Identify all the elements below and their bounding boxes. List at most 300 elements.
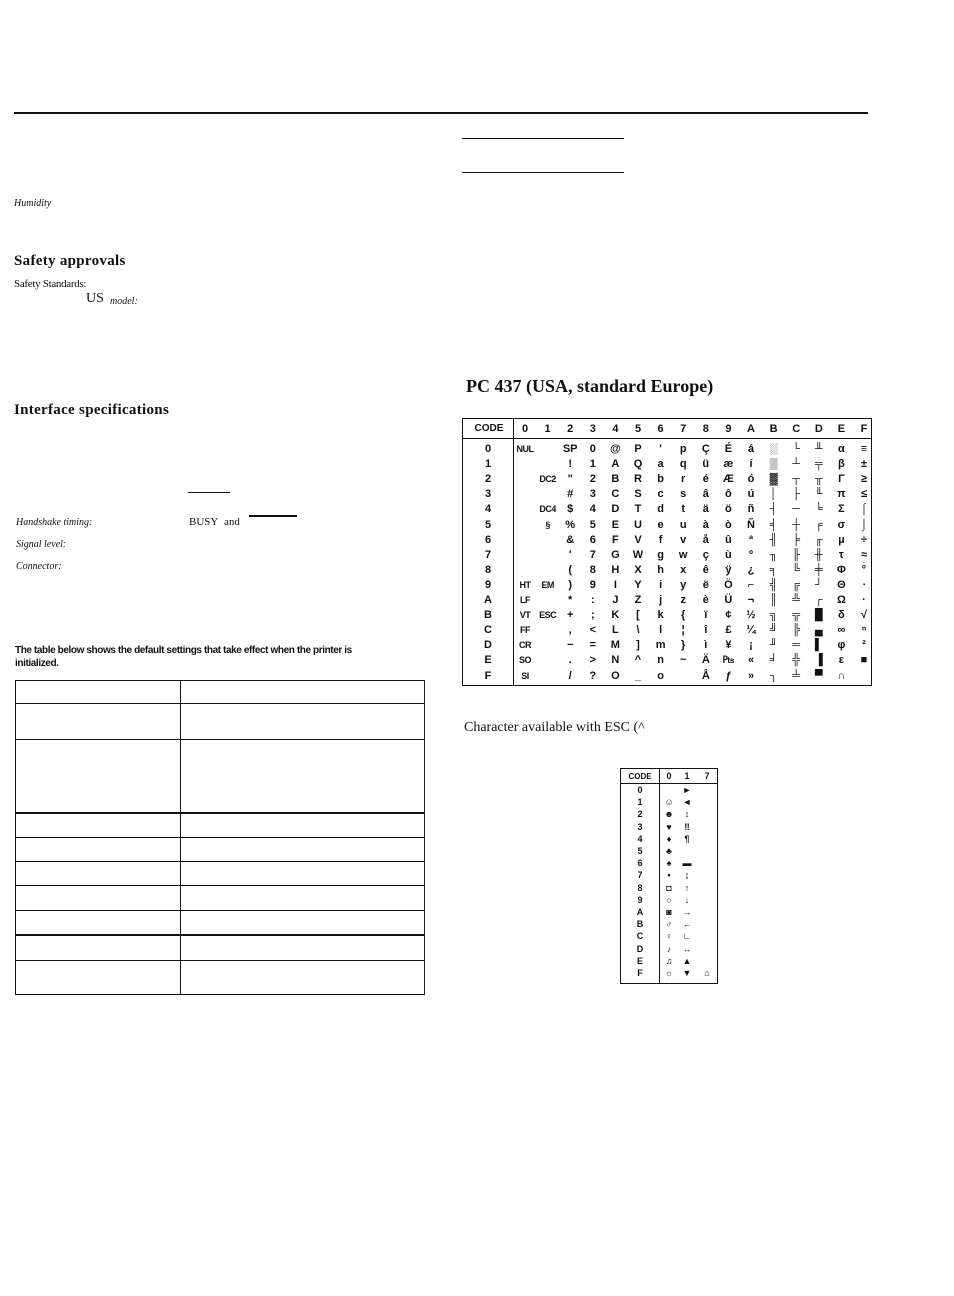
pc437-char-cell: æ	[723, 458, 734, 471]
pc437-char-cell: Å	[701, 669, 710, 682]
esc-char-cell: ‼	[684, 821, 690, 832]
right-short-rule-2	[462, 172, 624, 173]
pc437-char-cell: ╜	[769, 639, 778, 652]
pc437-char-cell: ╣	[769, 578, 778, 591]
pc437-char-cell: :	[590, 594, 595, 606]
pc437-char-cell: X	[634, 563, 642, 576]
pc437-char-cell: ▀	[814, 669, 823, 682]
pc437-char-cell: ù	[725, 548, 732, 561]
pc437-row-header: 8	[484, 563, 492, 576]
table-rule	[16, 934, 424, 936]
pc437-char-cell: è	[702, 594, 709, 606]
pc437-char-cell: U	[634, 518, 642, 531]
esc-char-cell: ♫	[665, 955, 673, 966]
pc437-char-cell: √	[860, 609, 868, 622]
pc437-char-cell: µ	[838, 533, 845, 546]
table-rule	[16, 861, 424, 862]
pc437-char-cell: x	[680, 563, 687, 576]
table-rule	[16, 812, 424, 814]
esc-row-header: 2	[637, 809, 643, 820]
pc437-char-cell: c	[657, 488, 664, 501]
pc437-char-cell: m	[655, 639, 666, 652]
strobe-overline	[188, 492, 230, 493]
pc437-column-header: 4	[612, 423, 619, 435]
pc437-char-cell: +	[566, 609, 574, 622]
table-column-divider	[180, 680, 181, 994]
interface-specifications-heading: Interface specifications	[14, 402, 170, 418]
pc437-char-cell: ä	[702, 503, 709, 516]
pc437-row-header: 0	[484, 443, 492, 455]
pc437-char-cell: Σ	[838, 503, 845, 516]
esc-char-cell: ►	[682, 785, 692, 795]
pc437-char-cell: ¢	[725, 609, 732, 622]
pc437-char-cell: HT	[519, 579, 531, 590]
pc437-char-cell: EM	[541, 579, 554, 590]
pc437-char-cell: −	[566, 639, 574, 652]
handshake-busy: BUSY	[189, 516, 219, 528]
esc-row-header: F	[637, 968, 643, 978]
pc437-heading: PC 437 (USA, standard Europe)	[466, 376, 714, 396]
esc-char-cell: ◙	[666, 907, 672, 917]
pc437-char-cell: N	[611, 654, 620, 667]
pc437-char-cell: T	[634, 503, 642, 516]
pc437-char-cell: M	[610, 639, 620, 652]
pc437-column-header: D	[814, 423, 823, 435]
pc437-char-cell: Γ	[838, 473, 845, 486]
pc437-char-cell: à	[702, 518, 709, 531]
pc437-row-header: D	[484, 639, 492, 652]
pc437-char-cell: ∙	[862, 578, 866, 591]
pc437-char-cell: ü	[702, 458, 710, 471]
pc437-char-cell: w	[678, 548, 688, 561]
pc437-char-cell: SO	[518, 655, 531, 666]
pc437-char-cell: Ä	[701, 654, 710, 667]
pc437-char-cell: 2	[589, 473, 596, 486]
pc437-row-header: 6	[484, 533, 492, 546]
pc437-char-cell: $	[567, 503, 574, 516]
pc437-column-header: E	[837, 423, 846, 435]
pc437-char-cell: NUL	[516, 444, 534, 454]
esc-row-header: 8	[637, 882, 643, 893]
pc437-char-cell: ║	[769, 594, 778, 606]
esc-char-cell: ←	[682, 919, 692, 930]
pc437-row-header: A	[484, 594, 492, 606]
pc437-char-cell: e	[657, 518, 664, 531]
pc437-char-cell: ┬	[792, 473, 801, 486]
pc437-char-cell: &	[566, 533, 575, 546]
pc437-char-cell: ░	[769, 443, 778, 455]
pc437-row-header: 3	[484, 488, 492, 501]
pc437-char-cell: )	[568, 578, 573, 591]
pc437-char-cell: b	[657, 473, 664, 486]
safety-standards-label: Safety Standards:	[14, 278, 87, 290]
pc437-row-header: E	[484, 654, 492, 667]
table-intro-line2: initialized.	[15, 658, 59, 669]
us-label: US	[86, 291, 104, 306]
pc437-char-cell: ⌡	[860, 518, 868, 531]
pc437-column-header: 8	[702, 423, 709, 435]
pc437-char-cell: ?	[589, 669, 597, 682]
pc437-char-cell: ├	[792, 488, 801, 501]
pc437-char-cell: █	[814, 609, 823, 622]
esc-row-header: 6	[637, 858, 643, 869]
pc437-char-cell: ¡	[749, 639, 753, 652]
table-rule	[16, 739, 424, 740]
pc437-char-cell: *	[568, 594, 573, 606]
pc437-char-cell: DC4	[539, 504, 556, 515]
pc437-char-cell: FF	[520, 625, 530, 636]
pc437-char-cell: ±	[860, 458, 868, 471]
esc-char-cell: ↕	[684, 809, 690, 820]
pc437-char-cell: P	[634, 443, 642, 455]
esc-column-header: 1	[684, 771, 690, 781]
pc437-character-table	[462, 418, 872, 686]
pc437-char-cell: É	[724, 443, 733, 455]
pc437-char-cell: <	[589, 624, 597, 637]
pc437-char-cell: J	[612, 594, 619, 606]
pc437-char-cell: ÷	[860, 533, 868, 546]
pc437-char-cell: ½	[746, 609, 756, 622]
pc437-char-cell: Z	[634, 594, 642, 606]
esc-row-header: D	[636, 943, 644, 954]
model-label: model:	[110, 296, 138, 307]
pc437-char-cell: ú	[747, 488, 755, 501]
connector-label: Connector:	[16, 561, 62, 572]
pc437-column-header: 0	[521, 423, 529, 435]
pc437-char-cell: ┐	[769, 669, 778, 682]
pc437-char-cell: ª	[748, 533, 754, 546]
esc-row-header: E	[636, 955, 643, 966]
pc437-column-header: 9	[725, 423, 732, 435]
pc437-char-cell: ¿	[747, 563, 755, 576]
ack-overline	[249, 515, 297, 517]
pc437-column-header: 5	[634, 423, 642, 435]
pc437-char-cell: u	[679, 518, 687, 531]
safety-approvals-heading: Safety approvals	[14, 253, 126, 269]
pc437-char-cell: ¬	[747, 594, 755, 606]
pc437-row-header: F	[484, 669, 492, 682]
esc-char-cell: ♣	[666, 846, 672, 856]
pc437-char-cell: Θ	[837, 578, 846, 591]
pc437-char-cell: â	[702, 488, 709, 501]
pc437-char-cell: ▒	[769, 458, 778, 471]
pc437-char-cell: Ü	[724, 594, 733, 606]
pc437-char-cell: é	[702, 473, 709, 486]
pc437-char-cell: ╛	[769, 654, 778, 667]
pc437-column-header: 6	[657, 423, 664, 435]
pc437-char-cell: g	[657, 548, 664, 561]
pc437-char-cell: j	[659, 594, 663, 606]
pc437-char-cell: 5	[589, 518, 596, 531]
esc-char-cell: ○	[666, 894, 672, 905]
pc437-char-cell: ╔	[792, 578, 801, 591]
pc437-char-cell: E	[611, 518, 620, 531]
table-intro-line1: The table below shows the default settings that take effect when the printer is	[15, 645, 352, 656]
esc-char-cell: →	[682, 907, 692, 917]
esc-char-cell: ♀	[665, 931, 673, 942]
pc437-char-cell: ]	[636, 639, 640, 652]
esc-char-cell: ☼	[664, 968, 674, 978]
pc437-char-cell: ö	[725, 503, 732, 516]
pc437-char-cell: SP	[562, 443, 578, 455]
pc437-char-cell: K	[611, 609, 620, 622]
pc437-row-header: 9	[484, 578, 492, 591]
pc437-column-header: F	[860, 423, 868, 435]
pc437-char-cell: CR	[519, 640, 531, 651]
esc-character-table	[620, 768, 718, 984]
default-settings-table	[15, 680, 425, 995]
esc-char-cell: ◄	[682, 797, 692, 808]
pc437-column-header: 7	[680, 423, 687, 435]
pc437-char-cell: î	[704, 624, 708, 637]
pc437-column-header: A	[747, 423, 755, 435]
pc437-char-cell: ò	[725, 518, 732, 531]
handshake-timing-label: Handshake timing:	[16, 517, 93, 528]
pc437-char-cell: τ	[838, 548, 844, 561]
pc437-char-cell: o	[657, 669, 664, 682]
pc437-char-cell: '	[568, 548, 572, 561]
esc-row-header: 9	[637, 894, 643, 905]
pc437-char-cell: ╝	[769, 624, 778, 637]
pc437-char-cell: ■	[860, 654, 868, 667]
pc437-char-cell: ï	[704, 609, 708, 622]
pc437-char-cell: α	[838, 443, 845, 455]
pc437-char-cell: ~	[679, 654, 687, 667]
pc437-char-cell: ì	[704, 639, 708, 652]
esc-row-header: B	[636, 919, 644, 930]
pc437-column-header: 1	[544, 423, 551, 435]
esc-char-cell: ♥	[666, 821, 672, 832]
pc437-char-cell: ;	[590, 609, 595, 622]
pc437-char-cell: L	[612, 624, 619, 637]
pc437-char-cell: °	[861, 563, 867, 576]
pc437-char-cell: W	[632, 548, 644, 561]
pc437-char-cell: >	[589, 654, 597, 667]
pc437-char-cell: │	[770, 488, 778, 501]
pc437-char-cell: ESC	[539, 610, 557, 621]
pc437-char-cell: 6	[589, 533, 596, 546]
pc437-char-cell: ╙	[814, 488, 823, 501]
pc437-char-cell: .	[568, 654, 572, 667]
pc437-char-cell: ┘	[814, 578, 823, 591]
pc437-char-cell: '	[659, 443, 662, 455]
pc437-char-cell: Ö	[724, 578, 733, 591]
pc437-char-cell: ╤	[814, 458, 823, 471]
pc437-char-cell: Y	[634, 578, 642, 591]
pc437-char-cell: ╟	[792, 548, 801, 561]
pc437-char-cell: ≡	[860, 443, 868, 455]
esc-char-cell: ↔	[682, 943, 692, 954]
pc437-char-cell: a	[657, 458, 664, 471]
pc437-column-header: 3	[589, 423, 596, 435]
pc437-char-cell: ≤	[860, 488, 868, 501]
esc-row-header: 1	[637, 797, 643, 808]
pc437-char-cell: 8	[589, 563, 596, 576]
pc437-row-header: 7	[484, 548, 492, 561]
pc437-char-cell: S	[634, 488, 642, 501]
pc437-char-cell: ñ	[747, 503, 755, 516]
pc437-char-cell: ∞	[837, 624, 846, 637]
pc437-char-cell: ─	[792, 503, 801, 516]
pc437-char-cell: Q	[633, 458, 643, 471]
esc-row-header: 3	[637, 821, 643, 832]
pc437-char-cell: v	[680, 533, 687, 546]
pc437-char-cell: £	[725, 624, 732, 637]
pc437-char-cell: ⁿ	[861, 624, 867, 637]
esc-char-cell: ☺	[664, 797, 674, 808]
esc-row-header: C	[636, 931, 644, 942]
pc437-char-cell: ╕	[769, 563, 778, 576]
pc437-char-cell: ▄	[814, 624, 823, 637]
handshake-and: and	[224, 516, 240, 528]
pc437-char-cell: n	[657, 654, 664, 667]
esc-char-cell: ♠	[666, 858, 672, 869]
pc437-char-cell: 9	[589, 578, 596, 591]
pc437-char-cell: ╓	[814, 533, 823, 546]
pc437-char-cell: LF	[520, 595, 530, 605]
pc437-char-cell: @	[610, 443, 621, 455]
pc437-char-cell: 0	[589, 443, 596, 455]
pc437-char-cell: B	[611, 473, 620, 486]
pc437-char-cell: \	[636, 624, 640, 637]
pc437-char-cell: {	[681, 609, 686, 622]
pc437-char-cell: σ	[837, 518, 846, 531]
pc437-char-cell: #	[567, 488, 574, 501]
pc437-char-cell: π	[837, 488, 846, 501]
pc437-char-cell: [	[636, 609, 640, 622]
pc437-char-cell: ┴	[792, 458, 801, 471]
pc437-row-header: 2	[484, 473, 492, 486]
pc437-char-cell: }	[681, 639, 686, 652]
pc437-char-cell: ƒ	[725, 669, 732, 682]
humidity-label: Humidity	[14, 198, 52, 209]
pc437-char-cell: ╠	[792, 624, 801, 637]
pc437-char-cell: ╦	[792, 609, 801, 622]
pc437-char-cell: ╒	[814, 518, 823, 531]
pc437-char-cell: 7	[589, 548, 596, 561]
esc-row-header: 0	[637, 785, 643, 795]
pc437-char-cell: §	[545, 519, 550, 530]
pc437-char-cell: ▓	[769, 473, 778, 486]
esc-row-header: 5	[637, 846, 643, 856]
esc-char-cell: ↑	[684, 882, 690, 893]
esc-char-cell: ☻	[664, 809, 674, 820]
pc437-char-cell: ₧	[722, 654, 735, 667]
pc437-char-cell: ▐	[814, 654, 823, 667]
pc437-char-cell: á	[747, 443, 755, 455]
pc437-char-cell: ╫	[814, 548, 823, 561]
pc437-char-cell: D	[611, 503, 620, 516]
esc-char-cell: ♦	[666, 833, 672, 844]
pc437-char-cell: ▌	[814, 639, 823, 652]
pc437-char-cell: ²	[862, 639, 866, 652]
pc437-char-cell: DC2	[539, 474, 556, 485]
pc437-char-cell: d	[657, 503, 664, 516]
pc437-char-cell: F	[612, 533, 619, 546]
esc-char-cell: ⌂	[704, 968, 710, 978]
esc-char-cell: ↨	[684, 870, 690, 881]
esc-char-cell: ▲	[682, 955, 692, 966]
pc437-char-cell: ╚	[792, 563, 801, 576]
pc437-char-cell: Ñ	[747, 518, 755, 531]
pc437-char-cell: └	[792, 443, 801, 455]
pc437-char-cell: q	[679, 458, 687, 471]
top-rule	[14, 112, 868, 114]
pc437-char-cell: h	[657, 563, 664, 576]
pc437-char-cell: ╗	[769, 609, 778, 622]
pc437-char-cell: ¼	[746, 624, 756, 637]
esc-char-cell: ▬	[682, 858, 692, 869]
pc437-row-header: 4	[484, 503, 492, 516]
pc437-char-cell: O	[611, 669, 620, 682]
pc437-char-cell: _	[634, 669, 642, 682]
pc437-char-cell: ¥	[725, 639, 732, 652]
pc437-row-header: C	[484, 624, 492, 637]
esc-code-divider	[659, 769, 660, 983]
pc437-char-cell: H	[611, 563, 620, 576]
pc437-column-header: B	[769, 423, 778, 435]
esc-char-cell: •	[667, 870, 671, 881]
pc437-row-header: 5	[484, 518, 492, 531]
pc437-char-cell: SI	[521, 670, 529, 681]
esc-char-cell: ¶	[684, 833, 690, 844]
pc437-char-cell: !	[568, 458, 573, 471]
esc-caption: Character available with ESC (^	[464, 720, 645, 735]
pc437-char-cell: Ω	[836, 594, 846, 606]
esc-char-cell: ♪	[666, 943, 672, 954]
pc437-char-cell: ε	[838, 654, 844, 667]
pc437-char-cell: »	[747, 669, 755, 682]
esc-column-header: 0	[666, 771, 672, 781]
esc-char-cell: ♂	[665, 919, 673, 930]
pc437-char-cell: k	[657, 609, 664, 622]
right-short-rule-1	[462, 138, 624, 139]
pc437-char-cell: r	[681, 473, 686, 486]
esc-char-cell: ◘	[666, 882, 672, 893]
pc437-char-cell: ╬	[792, 654, 801, 667]
pc437-char-cell: ╩	[792, 594, 801, 606]
table-rule	[16, 910, 424, 911]
pc437-char-cell: Æ	[722, 473, 734, 486]
table-rule	[16, 680, 424, 681]
esc-char-cell: ∟	[682, 931, 692, 942]
esc-char-cell: ▼	[682, 968, 692, 978]
pc437-char-cell: ╢	[769, 533, 778, 546]
pc437-char-cell: l	[659, 624, 663, 637]
pc437-column-header: 2	[567, 423, 574, 435]
pc437-char-cell: ┼	[792, 518, 801, 531]
pc437-char-cell: Φ	[836, 563, 846, 576]
pc437-char-cell: f	[658, 533, 663, 546]
pc437-char-cell: y	[680, 578, 687, 591]
pc437-char-cell: V	[634, 533, 642, 546]
pc437-char-cell: A	[611, 458, 620, 471]
pc437-char-cell: ë	[702, 578, 709, 591]
pc437-char-cell: φ	[837, 639, 846, 652]
pc437-char-cell: ^	[634, 654, 642, 667]
pc437-char-cell: ç	[702, 548, 709, 561]
table-rule	[16, 960, 424, 961]
pc437-char-cell: %	[565, 518, 576, 531]
pc437-char-cell: ó	[747, 473, 755, 486]
pc437-char-cell: ô	[725, 488, 732, 501]
pc437-char-cell: ÿ	[725, 563, 732, 576]
esc-char-cell: ↓	[684, 894, 690, 905]
pc437-char-cell: i	[659, 578, 663, 591]
pc437-char-cell: s	[680, 488, 687, 501]
pc437-row-header: B	[484, 609, 492, 622]
pc437-char-cell: "	[567, 473, 573, 486]
